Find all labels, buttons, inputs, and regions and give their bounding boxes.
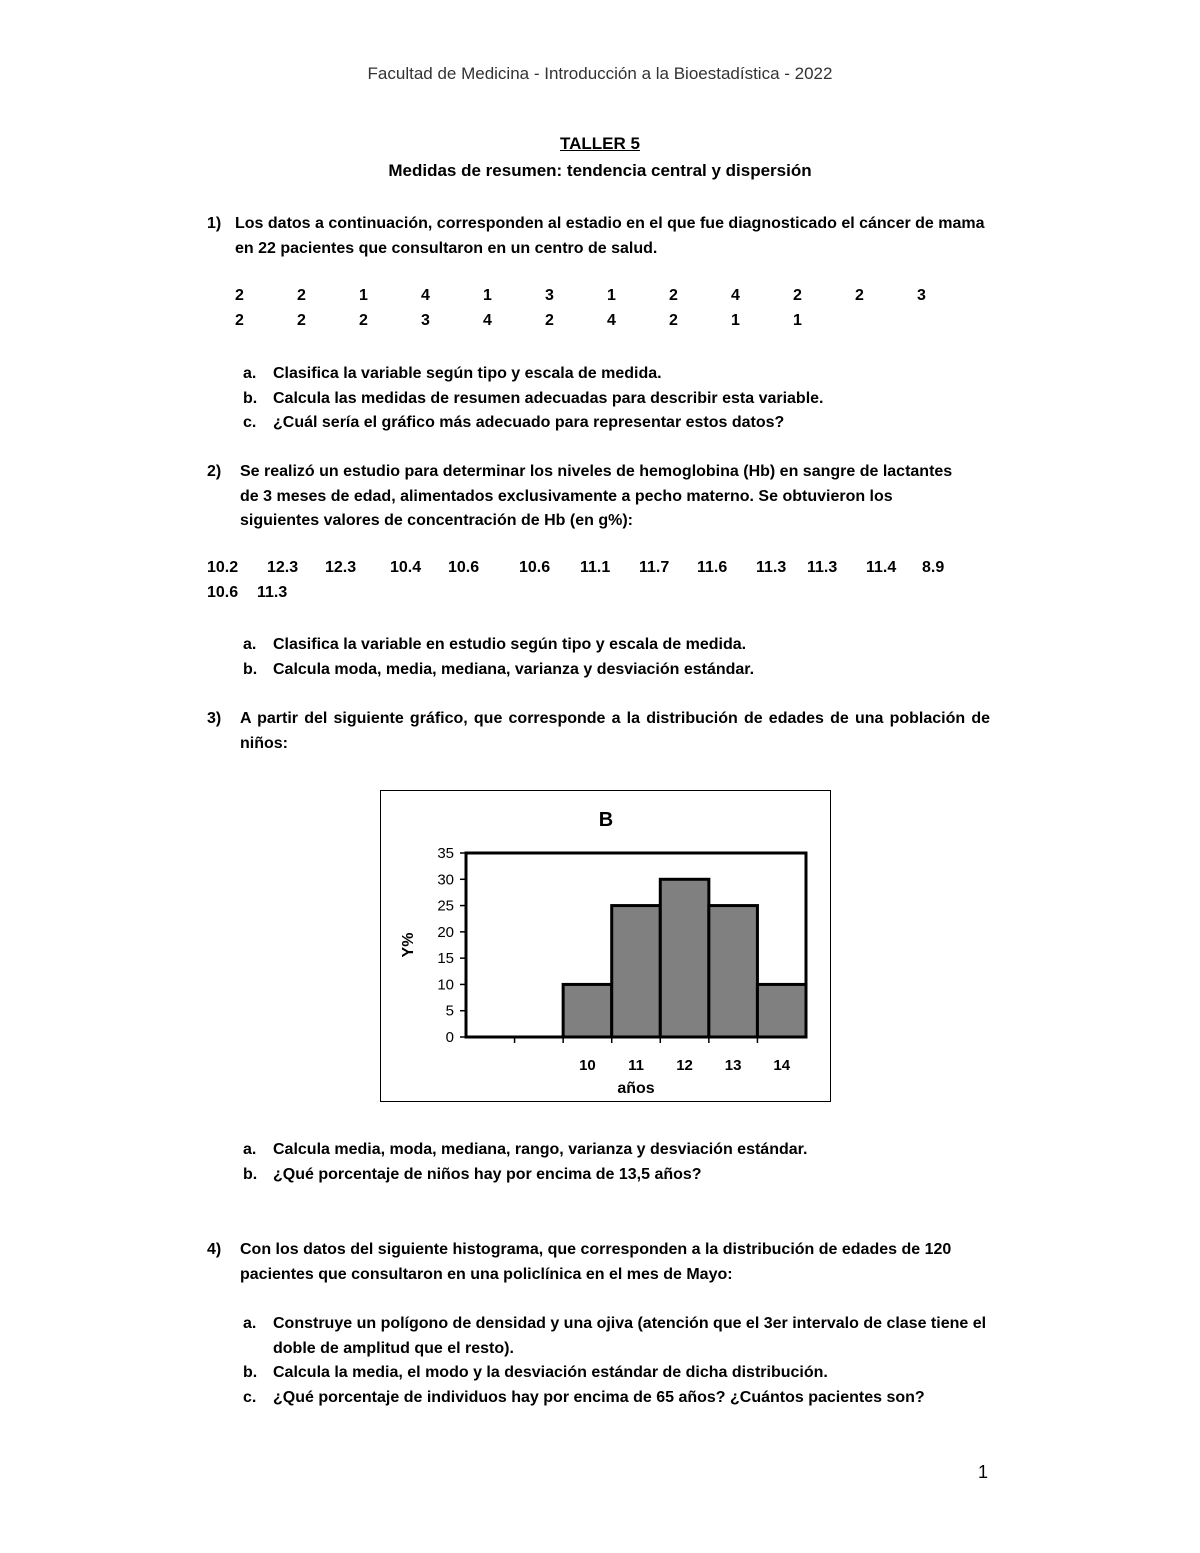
y-tick-label: 10 <box>437 976 454 994</box>
x-tick-label: 11 <box>628 1057 644 1074</box>
y-tick-label: 20 <box>437 923 454 941</box>
hemoglobin-values-row-2 <box>207 584 307 602</box>
chart-bar <box>757 984 806 1037</box>
data-value: 11.3 <box>756 559 787 576</box>
data-value: 10.6 <box>448 559 480 576</box>
data-value: 11.7 <box>639 559 670 576</box>
x-tick-label: 13 <box>724 1057 742 1074</box>
data-value: 2 <box>235 312 244 329</box>
question-4-items <box>243 1312 1003 1410</box>
page-number: 1 <box>978 1462 989 1482</box>
hemoglobin-values-row-1 <box>207 559 962 577</box>
data-value: 4 <box>607 312 616 329</box>
data-value: 2 <box>297 312 306 329</box>
data-value: 1 <box>793 312 802 329</box>
data-value: 2 <box>669 287 678 304</box>
chart-bar <box>563 984 612 1037</box>
bar-chart-svg <box>381 791 830 1101</box>
question-number: 4) <box>207 1241 222 1258</box>
data-value: 2 <box>855 287 864 304</box>
data-value: 2 <box>235 287 244 304</box>
data-value: 8.9 <box>922 559 945 576</box>
page-header: Facultad de Medicina - Introducción a la Bioestadística - 2022 <box>367 64 833 83</box>
y-axis-label: Y% <box>400 932 417 958</box>
data-value: 4 <box>421 287 430 304</box>
y-tick-label: 35 <box>437 845 454 862</box>
data-value: 1 <box>483 287 492 304</box>
data-value: 11.6 <box>697 559 728 576</box>
data-value: 1 <box>607 287 616 304</box>
data-value: 2 <box>669 312 678 329</box>
data-value: 3 <box>917 287 926 304</box>
data-value: 2 <box>793 287 802 304</box>
data-value: 2 <box>545 312 554 329</box>
data-value: 11.1 <box>580 559 611 576</box>
page-title: TALLER 5 <box>560 134 640 153</box>
data-value: 4 <box>731 287 740 304</box>
list-item: b. Calcula la media, el modo y la desviación estándar de dicha distribución. <box>243 1364 828 1381</box>
data-value: 1 <box>731 312 740 329</box>
chart-title: B <box>598 809 614 831</box>
page-subtitle: Medidas de resumen: tendencia central y dispersión <box>388 161 812 180</box>
data-value: 12.3 <box>325 559 357 576</box>
data-value: 11.3 <box>257 584 288 601</box>
question-text: A partir del siguiente gráfico, que corresponde a la distribución de edades de una población de niños: <box>240 710 990 752</box>
data-value: 2 <box>359 312 368 329</box>
list-item: c. ¿Qué porcentaje de individuos hay por encima de 65 años? ¿Cuántos pacientes son? <box>243 1388 925 1406</box>
data-value: 10.6 <box>207 584 239 601</box>
list-item: a. Construye un polígono de densidad y una ojiva (atención que el 3er intervalo de clase tiene el doble de amplitud que el resto). <box>243 1315 987 1357</box>
question-number: 2) <box>207 463 222 480</box>
chart-bar <box>660 879 709 1037</box>
y-tick-label: 25 <box>437 897 454 915</box>
question-text: Los datos a continuación, corresponden al estadio en el que fue diagnosticado el cáncer de mama en 22 pacientes que consultaron en un centro de salud. <box>235 215 985 257</box>
chart-bar <box>612 906 661 1037</box>
y-tick-label: 0 <box>445 1029 454 1046</box>
data-value: 1 <box>359 287 368 304</box>
x-axis-label: años <box>617 1080 655 1097</box>
question-number: 3) <box>207 710 222 727</box>
x-tick-label: 10 <box>579 1057 596 1074</box>
age-distribution-chart <box>380 790 831 1102</box>
chart-bar <box>709 906 758 1037</box>
x-tick-label: 12 <box>676 1057 693 1074</box>
y-tick-label: 30 <box>437 871 454 889</box>
data-value: 12.3 <box>267 559 299 576</box>
data-value: 3 <box>421 312 430 329</box>
data-value: 10.4 <box>390 559 422 576</box>
question-number: 1) <box>207 215 222 232</box>
data-value: 4 <box>483 312 492 329</box>
data-value: 10.2 <box>207 559 239 576</box>
data-value: 11.4 <box>866 559 897 576</box>
question-text: Con los datos del siguiente histograma, que corresponden a la distribución de edades de 120 pacientes que consultaron en una policlínica en el mes de Mayo: <box>240 1241 952 1283</box>
question-text: Se realizó un estudio para determinar los niveles de hemoglobina (Hb) en sangre de lactantes de 3 meses de edad, alimentados exclusivamente a pecho materno. Se obtuvieron los siguientes valores de concentración de Hb (en g%): <box>240 463 953 529</box>
data-value: 10.6 <box>519 559 551 576</box>
y-tick-label: 5 <box>445 1002 454 1020</box>
data-value: 11.3 <box>807 559 838 576</box>
y-tick-label: 15 <box>437 950 454 968</box>
x-tick-label: 14 <box>773 1057 791 1074</box>
data-value: 3 <box>545 287 554 304</box>
data-value: 2 <box>297 287 306 304</box>
